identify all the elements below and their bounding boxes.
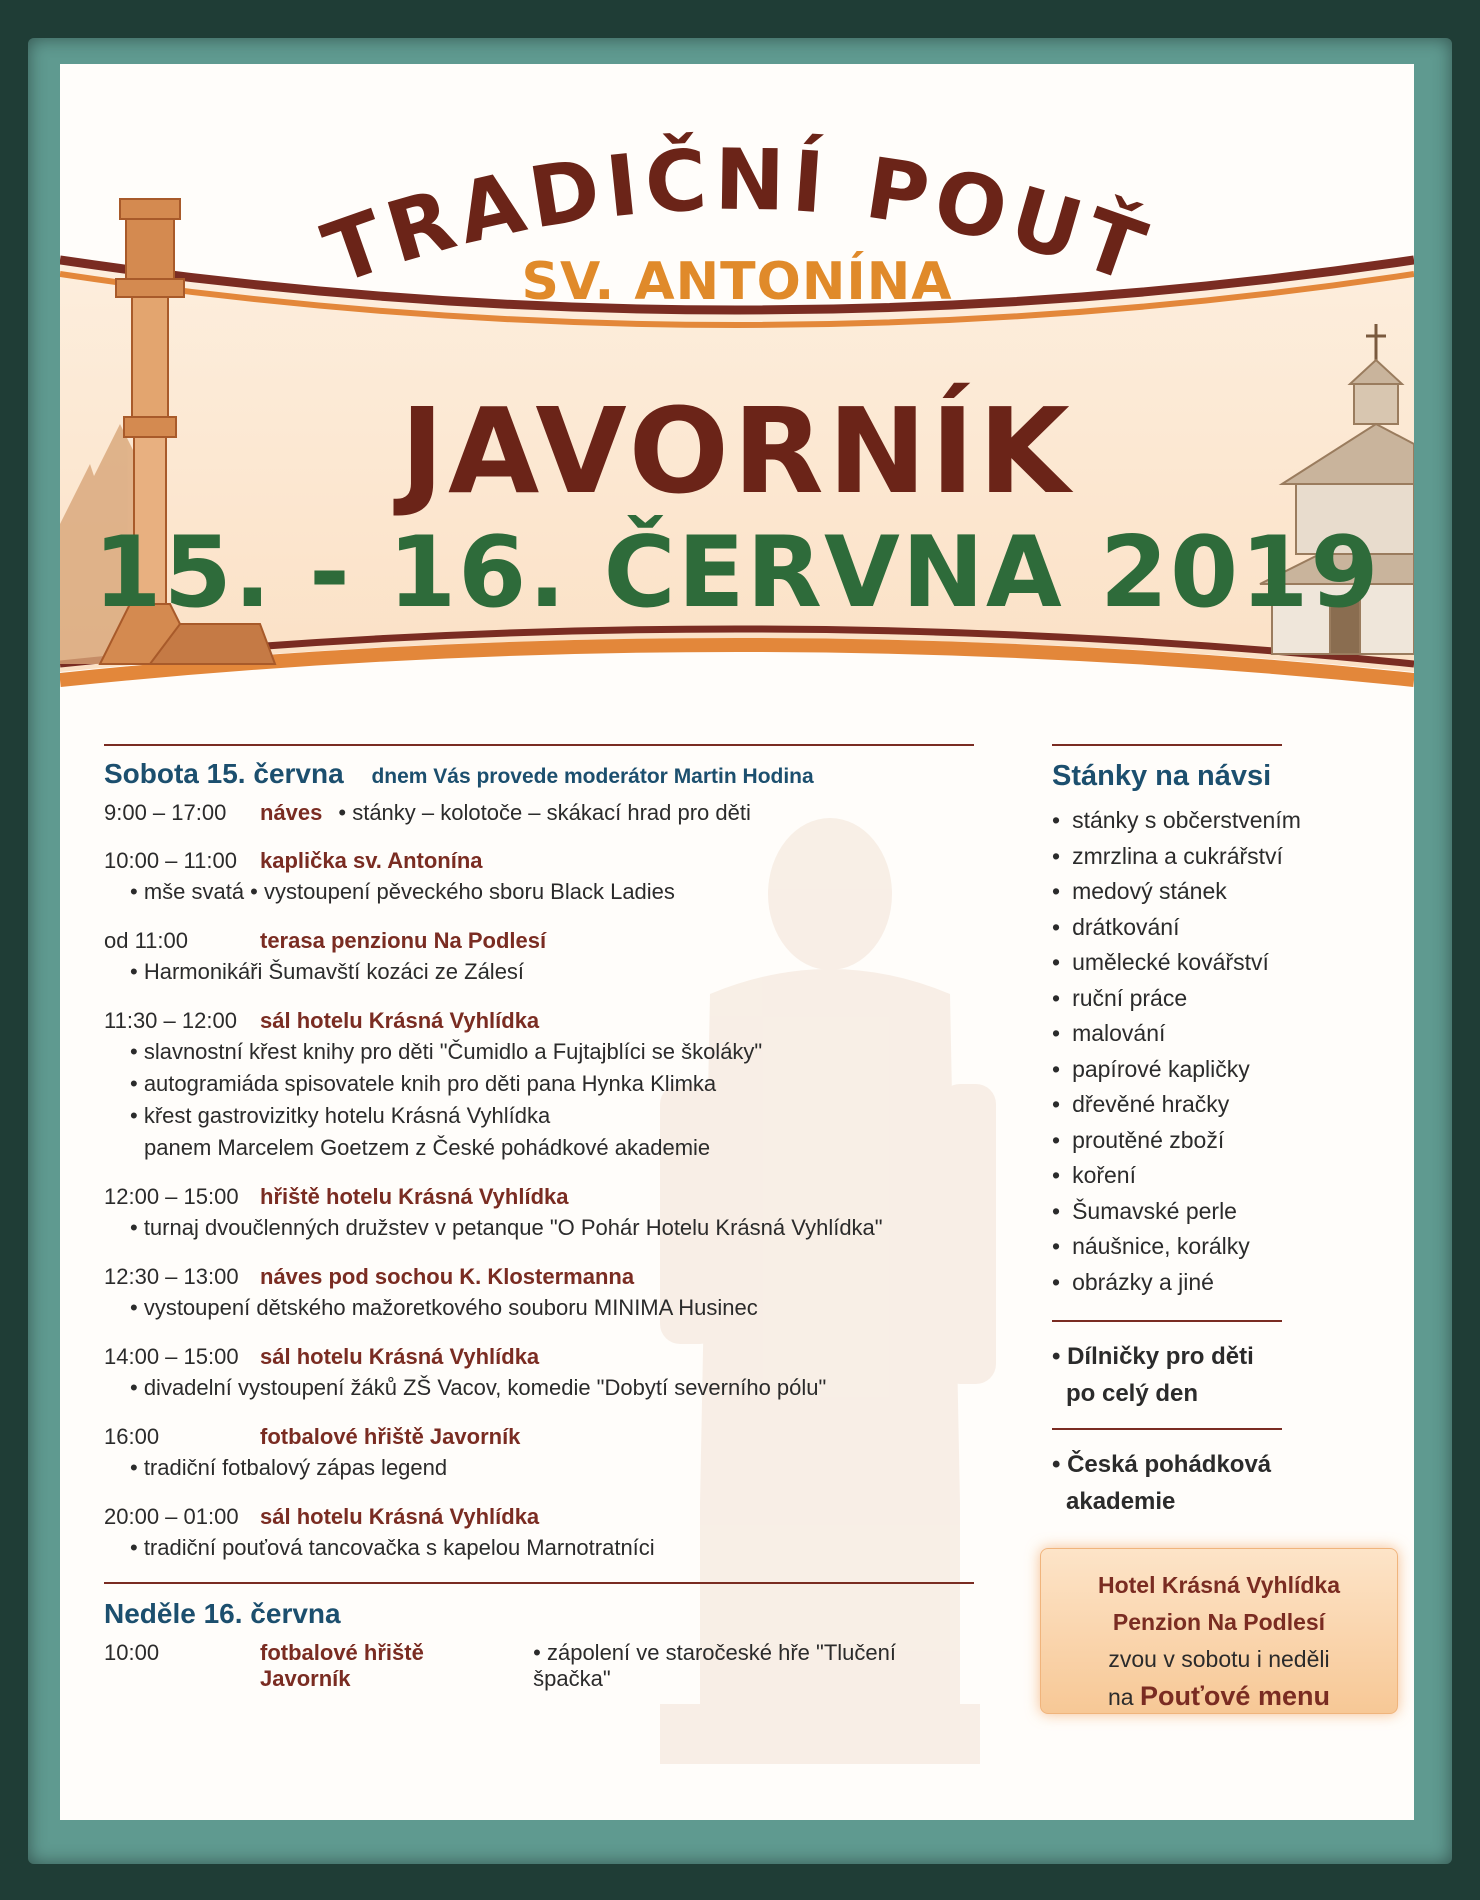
event-item — [104, 1344, 974, 1402]
menu-name: Pouťové menu — [1140, 1681, 1330, 1711]
event-header — [104, 1424, 974, 1450]
event-header — [104, 1184, 974, 1210]
event-detail: • divadelní vystoupení žáků ZŠ Vacov, komedie "Dobytí severního pólu" — [130, 1375, 827, 1400]
event-item — [104, 1184, 974, 1242]
stall-item: • proutěné zboží — [1052, 1123, 1380, 1159]
academy-line-1: • Česká pohádková — [1052, 1451, 1272, 1478]
moderator-note: dnem Vás provede moderátor Martin Hodina — [371, 765, 814, 788]
event-item — [104, 1424, 974, 1482]
saturday-title: Sobota 15. června — [104, 758, 344, 789]
sunday-events — [104, 1640, 974, 1692]
event-time: 12:30 – 13:00 — [104, 1264, 239, 1289]
event-time: 11:30 – 12:00 — [104, 1008, 237, 1033]
workshops-line-2: po celý den — [1066, 1380, 1199, 1407]
stall-item: • zmrzlina a cukrářství — [1052, 839, 1380, 875]
event-place: náves pod sochou K. Klostermanna — [260, 1264, 635, 1289]
event-item — [104, 1264, 974, 1322]
event-time: od 11:00 — [104, 928, 189, 953]
event-header — [104, 800, 974, 826]
event-place: sál hotelu Krásná Vyhlídka — [260, 1344, 540, 1369]
event-item — [104, 1008, 974, 1162]
event-inline-detail: • zápolení ve staročeské hře "Tlučení špačka" — [533, 1640, 896, 1691]
saturday-events — [104, 800, 974, 1562]
workshops-line-1: • Dílničky pro děti — [1052, 1343, 1254, 1370]
menu-prefix: na — [1108, 1684, 1134, 1710]
divider — [1052, 1320, 1282, 1322]
event-place: terasa penzionu Na Podlesí — [260, 928, 547, 953]
event-header — [104, 1008, 974, 1034]
event-detail: • turnaj dvoučlenných družstev v petanque "O Pohár Hotelu Krásná Vyhlídka" — [130, 1215, 883, 1240]
event-item — [104, 1504, 974, 1562]
event-place: sál hotelu Krásná Vyhlídka — [260, 1008, 540, 1033]
stall-item: • malování — [1052, 1016, 1380, 1052]
event-detail: • tradiční fotbalový zápas legend — [130, 1455, 448, 1480]
saturday-heading — [104, 758, 974, 790]
divider — [1052, 744, 1282, 746]
hotel-invitation-box — [1040, 1548, 1398, 1714]
event-place: kaplička sv. Antonína — [260, 848, 483, 873]
hotel-name: Hotel Krásná Vyhlídka — [1097, 1572, 1340, 1598]
event-place: fotbalové hřiště Javorník — [260, 1424, 521, 1449]
event-time: 10:00 – 11:00 — [104, 848, 237, 873]
academy-block — [1052, 1446, 1380, 1520]
event-item — [104, 928, 974, 986]
subtitle: SV. ANTONÍNA — [521, 252, 953, 312]
event-dates: 15. - 16. ČERVNA 2019 — [93, 516, 1381, 630]
event-time: 9:00 – 17:00 — [104, 800, 227, 825]
stall-item: • dřevěné hračky — [1052, 1087, 1380, 1123]
event-header — [104, 1504, 974, 1530]
sidebar — [1040, 744, 1380, 1714]
poster — [60, 64, 1414, 1820]
academy-line-2: akademie — [1066, 1488, 1176, 1515]
stall-item: • Šumavské perle — [1052, 1194, 1380, 1230]
event-place: fotbalové hřiště Javorník — [260, 1640, 424, 1691]
stall-item: • papírové kapličky — [1052, 1052, 1380, 1088]
event-detail: • slavnostní křest knihy pro děti "Čumidlo a Fujtajblíci se školáky" — [130, 1039, 763, 1064]
invite-line: zvou v sobotu i neděli — [1108, 1646, 1330, 1672]
stall-item: • umělecké kovářství — [1052, 945, 1380, 981]
event-time: 16:00 — [104, 1424, 160, 1449]
event-inline-detail: • stánky – kolotoče – skákací hrad pro děti — [338, 800, 751, 825]
stall-item: • náušnice, korálky — [1052, 1229, 1380, 1265]
divider — [104, 744, 974, 746]
stall-item: • stánky s občerstvením — [1052, 803, 1380, 839]
event-item — [104, 848, 974, 906]
stalls-title: Stánky na návsi — [1052, 760, 1272, 792]
event-detail: • autogramiáda spisovatele knih pro děti pana Hynka Klimka — [130, 1071, 717, 1096]
event-time: 12:00 – 15:00 — [104, 1184, 239, 1209]
event-item — [104, 1640, 974, 1692]
divider — [1052, 1428, 1282, 1430]
event-header — [104, 1264, 974, 1290]
event-place: náves — [260, 800, 323, 825]
event-header — [104, 928, 974, 954]
event-time: 14:00 – 15:00 — [104, 1344, 239, 1369]
event-header — [104, 1640, 974, 1692]
stalls-list — [1040, 803, 1380, 1300]
stall-item: • ruční práce — [1052, 981, 1380, 1017]
workshops-block — [1052, 1338, 1380, 1412]
event-place: hřiště hotelu Krásná Vyhlídka — [260, 1184, 569, 1209]
event-header — [104, 1344, 974, 1370]
menu-line — [1041, 1678, 1397, 1716]
stall-item: • drátkování — [1052, 910, 1380, 946]
event-detail: • křest gastrovizitky hotelu Krásná Vyhlídka — [130, 1103, 551, 1128]
stall-item: • obrázky a jiné — [1052, 1265, 1380, 1301]
event-detail: • mše svatá • vystoupení pěveckého sboru Black Ladies — [130, 879, 675, 904]
event-time: 10:00 — [104, 1640, 160, 1665]
event-detail: • Harmonikáři Šumavští kozáci ze Zálesí — [130, 959, 525, 984]
place-title: JAVORNÍK — [400, 382, 1074, 520]
event-header — [104, 848, 974, 874]
stall-item: • medový stánek — [1052, 874, 1380, 910]
stall-item: • koření — [1052, 1158, 1380, 1194]
title-block — [60, 64, 1414, 724]
event-detail-cont: panem Marcelem Goetzem z České pohádkové akademie — [144, 1135, 711, 1160]
event-place: sál hotelu Krásná Vyhlídka — [260, 1504, 540, 1529]
event-detail: • tradiční pouťová tancovačka s kapelou Marnotratníci — [130, 1535, 655, 1560]
divider — [104, 1582, 974, 1584]
main-title: TRADIČNÍ POUŤ — [311, 130, 1163, 304]
event-time: 20:00 – 01:00 — [104, 1504, 239, 1529]
event-item — [104, 800, 974, 826]
event-detail: • vystoupení dětského mažoretkového souboru MINIMA Husinec — [130, 1295, 758, 1320]
penzion-name: Penzion Na Podlesí — [1112, 1609, 1326, 1635]
sunday-heading: Neděle 16. června — [104, 1598, 341, 1629]
program-column — [104, 744, 974, 1692]
